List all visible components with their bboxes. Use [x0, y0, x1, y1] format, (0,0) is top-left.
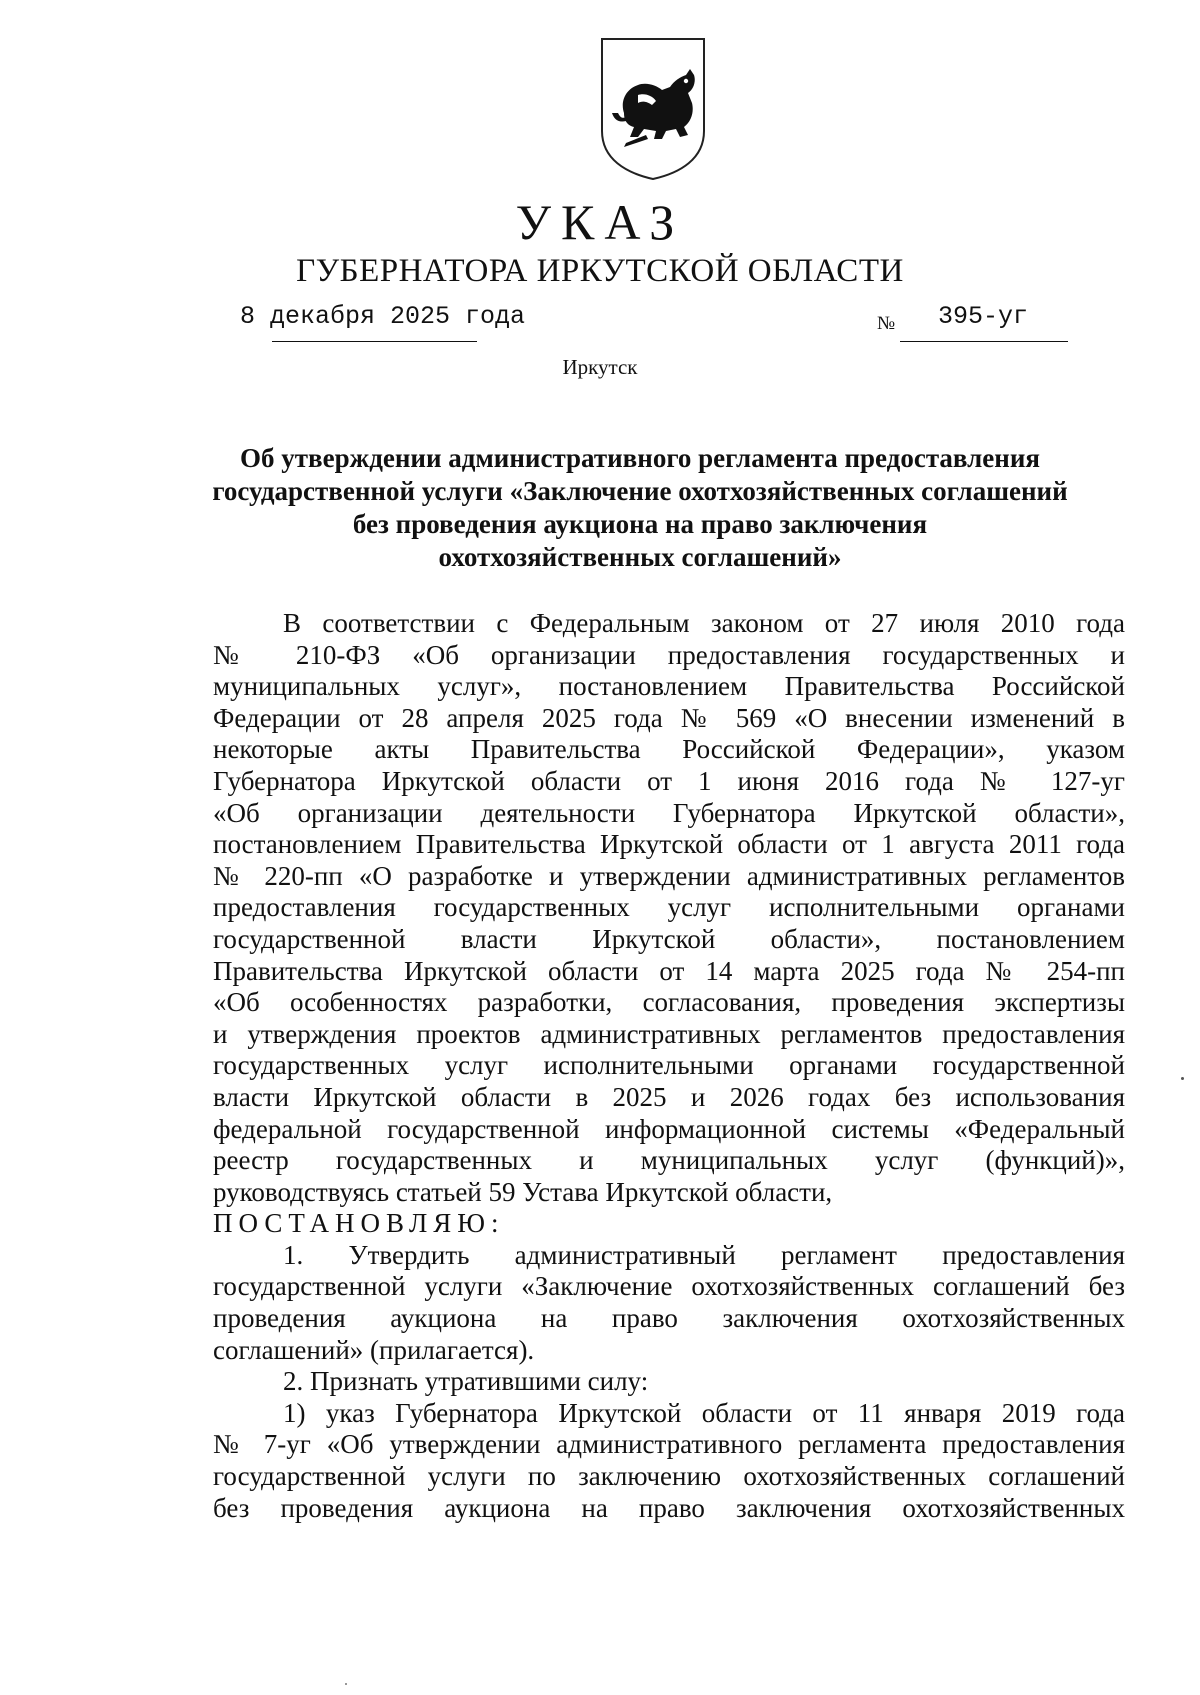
body-line: № 220-пп «О разработке и утверждении административных регламентов [213, 860, 1125, 891]
decree-date: 8 декабря 2025 года [240, 302, 526, 331]
body-line: реестр государственных и муниципальных услуг (функций)», [213, 1145, 1125, 1176]
body-line: Федерации от 28 апреля 2025 года № 569 «О внесении изменений в [213, 702, 1125, 733]
date-underline [272, 341, 477, 342]
body-line: 2. Признать утратившими силу: [283, 1366, 649, 1397]
body-line: предоставления государственных услуг исполнительными органами [213, 892, 1125, 923]
heading-line: Об утверждении административного регламента предоставления [240, 443, 1040, 473]
body-line: 1. Утвердить административный регламент предоставления [283, 1239, 1125, 1270]
heading-line: без проведения аукциона на право заключения [352, 509, 928, 539]
body-line: власти Иркутской области в 2025 и 2026 годах без использования [213, 1081, 1125, 1112]
body-line: 1) указ Губернатора Иркутской области от 11 января 2019 года [283, 1397, 1125, 1428]
body-line: «Об организации деятельности Губернатора Иркутской области», [213, 797, 1125, 828]
decree-number: 395-уг [938, 302, 1029, 331]
city-name: Иркутск [562, 355, 638, 379]
number-underline [900, 341, 1068, 342]
body-line: № 7-уг «Об утверждении административного регламента предоставления [213, 1429, 1125, 1460]
heading-line: государственной услуги «Заключение охотхозяйственных соглашений [212, 476, 1068, 506]
body-line: и утверждения проектов административных регламентов предоставления [213, 1018, 1125, 1049]
scan-speck [345, 1683, 347, 1685]
heading-line: охотхозяйственных соглашений» [438, 542, 842, 572]
decree-title: УКАЗ [515, 194, 685, 250]
number-sign: № [877, 313, 896, 334]
body-line: государственной власти Иркутской области», постановлением [213, 923, 1125, 954]
body-line: государственной услуги по заключению охотхозяйственных соглашений [213, 1461, 1125, 1492]
body-line: № 210-ФЗ «Об организации предоставления государственных и [213, 639, 1125, 670]
body-line: федеральной государственной информационной системы «Федеральный [213, 1113, 1125, 1144]
body-line: Губернатора Иркутской области от 1 июня 2016 года № 127-уг [213, 765, 1125, 796]
document-body [213, 608, 1125, 1524]
body-line: руководствуясь статьей 59 Устава Иркутской области, [213, 1176, 833, 1207]
body-line: муниципальных услуг», постановлением Правительства Российской [213, 671, 1125, 702]
body-line: без проведения аукциона на право заключения охотхозяйственных [213, 1492, 1125, 1523]
body-line: проведения аукциона на право заключения охотхозяйственных [213, 1303, 1125, 1334]
body-line: В соответствии с Федеральным законом от 27 июля 2010 года [283, 608, 1125, 638]
body-line: постановлением Правительства Иркутской области от 1 августа 2011 года [213, 829, 1125, 860]
scan-speck [1181, 1077, 1184, 1080]
document-heading [160, 442, 1120, 574]
body-line: соглашений» (прилагается). [213, 1334, 535, 1365]
body-line: некоторые акты Правительства Российской Федерации», указом [213, 734, 1125, 765]
body-line: государственной услуги «Заключение охотхозяйственных соглашений без [213, 1271, 1125, 1302]
body-line: Правительства Иркутской области от 14 марта 2025 года № 254-пп [213, 955, 1125, 986]
resolution-word: ПОСТАНОВЛЯЮ: [213, 1208, 505, 1239]
issuing-authority: ГУБЕРНАТОРА ИРКУТСКОЙ ОБЛАСТИ [296, 253, 904, 289]
body-line: «Об особенностях разработки, согласования, проведения экспертизы [213, 987, 1125, 1018]
coat-of-arms-emblem [596, 35, 710, 181]
body-line: государственных услуг исполнительными органами государственной [213, 1050, 1125, 1081]
